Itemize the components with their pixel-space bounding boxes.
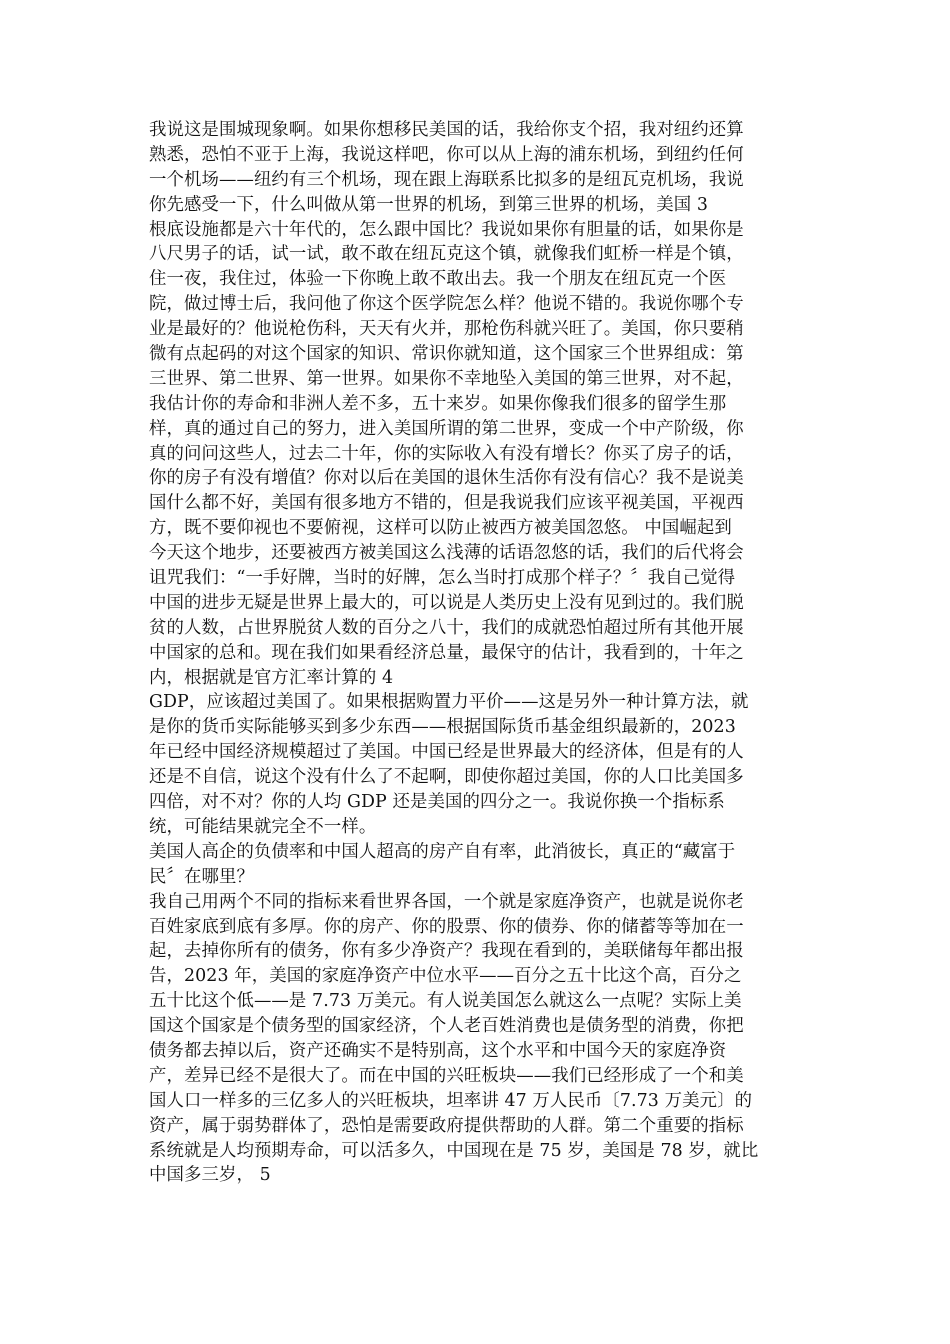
text-line: 美国人高企的负债率和中国人超高的房产自有率，此消彼长，真正的“藏富于 (149, 841, 736, 862)
text-line: 内，根据就是官方汇率计算的 4 (149, 667, 394, 688)
text-line: 业是最好的？他说枪伤科，天天有火并，那枪伤科就兴旺了。美国，你只要稍 (149, 319, 744, 340)
text-line: 我自己用两个不同的指标来看世界各国，一个就是家庭净资产，也就是说你老 (149, 891, 744, 912)
text-line: 院，做过博士后，我问他了你这个医学院怎么样？他说不错的。我说你哪个专 (149, 294, 744, 315)
text-line: 国人口一样多的三亿多人的兴旺板块，坦率讲 47 万人民币〔7.73 万美元〕的 (149, 1090, 753, 1111)
text-line: 债务都去掉以后，资产还确实不是特别高，这个水平和中国今天的家庭净资 (149, 1040, 727, 1061)
body-text (149, 118, 804, 1188)
text-line: 五十比这个低——是 7.73 万美元。有人说美国怎么就这么一点呢？实际上美 (149, 991, 742, 1012)
text-line: 真的问问这些人，过去二十年，你的实际收入有没有增长？你买了房子的话， (149, 443, 744, 464)
text-line: 方，既不要仰视也不要俯视，这样可以防止被西方被美国忽悠。 中国崛起到 (149, 518, 732, 539)
text-line: 中国多三岁， 5 (149, 1165, 271, 1186)
text-line: 一个机场——纽约有三个机场，现在跟上海联系比拟多的是纽瓦克机场，我说 (149, 169, 744, 190)
text-line: 百姓家底到底有多厚。你的房产、你的股票、你的债券、你的储蓄等等加在一 (149, 916, 744, 937)
text-line: 产，差异已经不是很大了。而在中国的兴旺板块——我们已经形成了一个和美 (149, 1065, 744, 1086)
text-line: 起，去掉你所有的债务，你有多少净资产？我现在看到的，美联储每年都出报 (149, 941, 744, 962)
text-line: 四倍，对不对？你的人均 GDP 还是美国的四分之一。我说你换一个指标系 (149, 792, 725, 813)
text-line: 年已经中国经济规模超过了美国。中国已经是世界最大的经济体，但是有的人 (149, 742, 744, 763)
text-line: GDP，应该超过美国了。如果根据购置力平价——这是另外一种计算方法，就 (149, 692, 749, 713)
text-line: 根底设施都是六十年代的，怎么跟中国比？我说如果你有胆量的话，如果你是 (149, 219, 744, 240)
text-line: 住一夜，我住过，体验一下你晚上敢不敢出去。我一个朋友在纽瓦克一个医 (149, 269, 727, 290)
text-line: 诅咒我们：“一手好牌，当时的好牌，怎么当时打成那个样子？〞我自己觉得 (149, 568, 736, 589)
text-line: 你先感受一下，什么叫做从第一世界的机场，到第三世界的机场，美国 3 (149, 194, 709, 215)
text-line: 民〞在哪里？ (149, 866, 254, 887)
text-line: 国什么都不好，美国有很多地方不错的，但是我说我们应该平视美国，平视西 (149, 493, 744, 514)
text-line: 我说这是围城现象啊。如果你想移民美国的话，我给你支个招，我对纽约还算 (149, 120, 744, 140)
text-line: 三世界、第二世界、第一世界。如果你不幸地坠入美国的第三世界，对不起， (149, 368, 744, 389)
text-line: 统，可能结果就完全不一样。 (149, 816, 377, 837)
text-line: 告，2023 年，美国的家庭净资产中位水平——百分之五十比这个高，百分之 (149, 966, 742, 987)
text-line: 还是不自信，说这个没有什么了不起啊，即使你超过美国，你的人口比美国多 (149, 767, 744, 788)
text-line: 资产，属于弱势群体了，恐怕是需要政府提供帮助的人群。第二个重要的指标 (149, 1115, 744, 1136)
text-line: 今天这个地步，还要被西方被美国这么浅薄的话语忽悠的话，我们的后代将会 (149, 543, 744, 564)
text-line: 是你的货币实际能够买到多少东西——根据国际货币基金组织最新的，2023 (149, 717, 736, 738)
text-line: 八尺男子的话，试一试，敢不敢在纽瓦克这个镇，就像我们虹桥一样是个镇， (149, 244, 744, 265)
text-line: 我估计你的寿命和非洲人差不多，五十来岁。如果你像我们很多的留学生那 (149, 393, 727, 414)
text-line: 样，真的通过自己的努力，进入美国所谓的第二世界，变成一个中产阶级，你 (149, 418, 744, 439)
text-line: 微有点起码的对这个国家的知识、常识你就知道，这个国家三个世界组成：第 (149, 344, 744, 365)
text-line: 系统就是人均预期寿命，可以活多久，中国现在是 75 岁，美国是 78 岁，就比 (149, 1140, 759, 1161)
text-line: 你的房子有没有增值？你对以后在美国的退休生活你有没有信心？我不是说美 (149, 468, 744, 489)
text-line: 中国家的总和。现在我们如果看经济总量，最保守的估计，我看到的，十年之 (149, 642, 744, 663)
text-line: 贫的人数，占世界脱贫人数的百分之八十，我们的成就恐怕超过所有其他开展 (149, 617, 744, 638)
text-line: 熟悉，恐怕不亚于上海，我说这样吧，你可以从上海的浦东机场，到纽约任何 (149, 144, 744, 165)
text-line: 国这个国家是个债务型的国家经济，个人老百姓消费也是债务型的消费，你把 (149, 1016, 744, 1037)
text-line: 中国的进步无疑是世界上最大的，可以说是人类历史上没有见到过的。我们脱 (149, 592, 744, 613)
